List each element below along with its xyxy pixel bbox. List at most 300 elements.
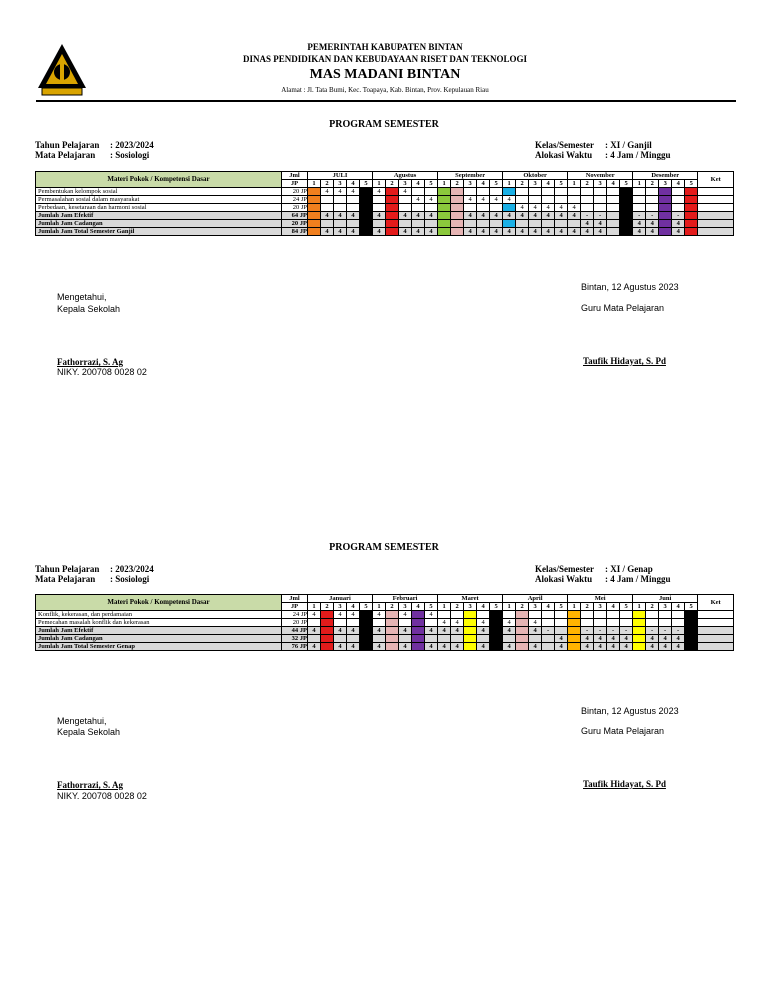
week-cell — [425, 635, 438, 643]
week-number: 2 — [321, 180, 334, 188]
week-number: 1 — [308, 180, 321, 188]
school-address: Alamat : Jl. Tata Bumi, Kec. Toapaya, Kab. Bintan, Prov. Kepulauan Riau — [281, 86, 489, 94]
alokasi-row-1 — [535, 150, 671, 160]
week-cell — [360, 643, 373, 651]
week-cell — [672, 204, 685, 212]
week-cell: 4 — [334, 228, 347, 236]
week-number: 4 — [607, 603, 620, 611]
week-cell — [516, 627, 529, 635]
jp-cell: 20 JP — [282, 188, 308, 196]
week-cell: - — [581, 212, 594, 220]
week-cell — [451, 188, 464, 196]
week-cell — [308, 212, 321, 220]
table-row — [36, 220, 734, 228]
week-cell — [607, 196, 620, 204]
week-cell — [607, 188, 620, 196]
ket-header: Ket — [698, 172, 734, 188]
week-number: 2 — [516, 603, 529, 611]
week-cell — [451, 228, 464, 236]
tahun-value: : 2023/2024 — [110, 140, 154, 150]
week-cell — [555, 220, 568, 228]
week-cell — [633, 643, 646, 651]
week-number: 5 — [360, 180, 373, 188]
week-cell: 4 — [308, 611, 321, 619]
week-cell — [685, 635, 698, 643]
week-cell — [490, 220, 503, 228]
week-cell: 4 — [438, 627, 451, 635]
week-cell: 4 — [412, 196, 425, 204]
week-cell — [659, 611, 672, 619]
week-cell — [386, 188, 399, 196]
week-cell — [373, 619, 386, 627]
week-number: 2 — [321, 603, 334, 611]
week-cell: 4 — [347, 643, 360, 651]
mapel-value: : Sosiologi — [110, 150, 150, 160]
week-cell: 4 — [490, 228, 503, 236]
week-cell: 4 — [529, 204, 542, 212]
week-cell — [360, 188, 373, 196]
school-logo — [36, 42, 88, 96]
week-cell — [633, 188, 646, 196]
week-cell — [438, 212, 451, 220]
week-cell — [659, 619, 672, 627]
mapel-row-1 — [35, 150, 149, 160]
week-cell — [581, 196, 594, 204]
kelas-label: Kelas/Semester — [535, 140, 594, 150]
week-number: 1 — [568, 180, 581, 188]
week-cell — [685, 204, 698, 212]
week-cell — [412, 188, 425, 196]
tahun-label: Tahun Pelajaran — [35, 564, 100, 574]
week-cell: 4 — [542, 212, 555, 220]
week-cell — [594, 611, 607, 619]
week-cell — [464, 643, 477, 651]
week-cell: 4 — [516, 228, 529, 236]
week-cell — [386, 204, 399, 212]
guru-label-2: Guru Mata Pelajaran — [581, 726, 665, 736]
ket-cell — [698, 619, 734, 627]
month-header: Juni — [633, 595, 698, 603]
kelas-row-1 — [535, 140, 652, 150]
week-cell — [568, 220, 581, 228]
jp-cell: 84 JP — [282, 228, 308, 236]
week-number: 3 — [334, 180, 347, 188]
week-cell — [503, 220, 516, 228]
week-cell: 4 — [477, 627, 490, 635]
week-number: 1 — [308, 603, 321, 611]
kepala-name-2: Fathorrazi, S. Ag — [57, 780, 123, 790]
week-cell: 4 — [373, 627, 386, 635]
week-cell — [464, 204, 477, 212]
week-cell: 4 — [516, 212, 529, 220]
week-cell — [555, 188, 568, 196]
week-cell — [633, 619, 646, 627]
week-cell: 4 — [529, 619, 542, 627]
week-cell: 4 — [477, 228, 490, 236]
materi-cell: Pembentukan kelompok sosial — [36, 188, 282, 196]
week-cell: 4 — [451, 627, 464, 635]
week-cell: 4 — [568, 212, 581, 220]
materi-cell: Perbedaan, kesetaraan dan harmoni sosial — [36, 204, 282, 212]
week-number: 1 — [438, 603, 451, 611]
week-cell: 4 — [321, 212, 334, 220]
sign-date-2: Bintan, 12 Agustus 2023 — [581, 706, 679, 716]
week-cell — [464, 188, 477, 196]
week-cell — [607, 611, 620, 619]
kepala-name-1: Fathorrazi, S. Ag — [57, 357, 123, 367]
week-cell — [620, 196, 633, 204]
week-cell: 4 — [542, 228, 555, 236]
week-cell: 4 — [464, 212, 477, 220]
week-cell — [425, 619, 438, 627]
school-name: MAS MADANI BINTAN — [309, 67, 461, 82]
week-cell: 4 — [373, 228, 386, 236]
week-cell — [347, 635, 360, 643]
week-cell: 4 — [633, 220, 646, 228]
week-cell — [334, 619, 347, 627]
materi-cell: Pemecahan masalah konflik dan kekerasan — [36, 619, 282, 627]
week-number: 2 — [516, 180, 529, 188]
week-cell — [464, 635, 477, 643]
week-cell — [360, 196, 373, 204]
week-number: 3 — [659, 180, 672, 188]
week-cell — [581, 619, 594, 627]
guru-label-1: Guru Mata Pelajaran — [581, 303, 665, 313]
week-cell — [308, 220, 321, 228]
week-number: 5 — [555, 180, 568, 188]
guru-name-2: Taufik Hidayat, S. Pd — [583, 779, 666, 789]
week-cell — [646, 619, 659, 627]
week-cell: 4 — [438, 643, 451, 651]
week-cell — [516, 188, 529, 196]
week-cell — [685, 643, 698, 651]
week-cell — [646, 204, 659, 212]
week-cell — [386, 627, 399, 635]
week-cell: 4 — [594, 228, 607, 236]
week-cell: 4 — [451, 643, 464, 651]
week-cell: - — [633, 212, 646, 220]
mapel-label: Mata Pelajaran — [35, 150, 96, 160]
week-cell — [685, 196, 698, 204]
month-header: Mei — [568, 595, 633, 603]
week-cell — [373, 204, 386, 212]
week-cell: 4 — [347, 228, 360, 236]
week-cell: - — [646, 212, 659, 220]
month-header: November — [568, 172, 633, 180]
week-number: 5 — [490, 180, 503, 188]
week-cell: 4 — [555, 204, 568, 212]
kepala-niky-1: NIKY. 200708 0028 02 — [57, 367, 147, 377]
table-row — [36, 635, 734, 643]
week-cell — [425, 204, 438, 212]
week-cell — [685, 627, 698, 635]
jp-cell: 76 JP — [282, 643, 308, 651]
week-cell: 4 — [659, 643, 672, 651]
week-number: 2 — [581, 180, 594, 188]
week-cell — [412, 611, 425, 619]
jp-cell: 24 JP — [282, 611, 308, 619]
mengetahui-1: Mengetahui, — [57, 292, 107, 302]
week-cell — [503, 611, 516, 619]
week-cell: 4 — [425, 196, 438, 204]
week-cell: - — [581, 627, 594, 635]
jp-cell: 64 JP — [282, 212, 308, 220]
week-cell: 4 — [672, 643, 685, 651]
week-number: 4 — [672, 603, 685, 611]
week-cell — [672, 619, 685, 627]
week-cell — [490, 627, 503, 635]
week-cell: 4 — [464, 196, 477, 204]
program-title-1: PROGRAM SEMESTER — [329, 119, 439, 130]
week-cell: 4 — [373, 188, 386, 196]
week-cell — [620, 204, 633, 212]
week-cell — [607, 228, 620, 236]
week-cell: 4 — [347, 212, 360, 220]
week-cell — [620, 228, 633, 236]
week-number: 4 — [477, 603, 490, 611]
week-cell — [490, 611, 503, 619]
week-cell: - — [594, 627, 607, 635]
week-cell — [464, 627, 477, 635]
week-cell — [438, 635, 451, 643]
week-cell — [633, 196, 646, 204]
tahun-row-2 — [35, 564, 154, 574]
week-cell: 4 — [399, 627, 412, 635]
week-cell — [555, 196, 568, 204]
jml-header: Jml — [282, 172, 308, 180]
week-cell — [594, 188, 607, 196]
week-cell: 4 — [594, 220, 607, 228]
week-cell: 4 — [477, 643, 490, 651]
week-cell: 4 — [347, 611, 360, 619]
week-cell — [568, 627, 581, 635]
month-header: Januari — [308, 595, 373, 603]
week-cell — [386, 643, 399, 651]
jp-header: JP — [282, 180, 308, 188]
week-cell — [542, 635, 555, 643]
week-cell — [685, 611, 698, 619]
materi-cell: Jumlah Jam Total Semester Genap — [36, 643, 282, 651]
week-cell — [438, 196, 451, 204]
week-cell — [399, 619, 412, 627]
week-number: 2 — [386, 180, 399, 188]
week-cell — [685, 220, 698, 228]
week-cell — [659, 212, 672, 220]
week-cell — [620, 611, 633, 619]
week-cell — [321, 204, 334, 212]
week-cell: 4 — [529, 643, 542, 651]
week-cell: 4 — [529, 212, 542, 220]
week-number: 3 — [529, 180, 542, 188]
ket-cell — [698, 627, 734, 635]
week-cell — [412, 627, 425, 635]
week-cell: 4 — [646, 643, 659, 651]
week-cell — [321, 635, 334, 643]
week-number: 3 — [399, 603, 412, 611]
week-cell — [581, 611, 594, 619]
week-cell: 4 — [477, 619, 490, 627]
week-cell — [438, 611, 451, 619]
week-cell — [360, 635, 373, 643]
week-number: 5 — [620, 180, 633, 188]
week-number: 5 — [360, 603, 373, 611]
week-cell: 4 — [529, 228, 542, 236]
week-cell — [412, 220, 425, 228]
materi-header: Materi Pokok / Kompetensi Dasar — [36, 172, 282, 188]
week-cell: 4 — [477, 196, 490, 204]
week-cell — [568, 635, 581, 643]
week-cell — [516, 611, 529, 619]
week-cell — [477, 188, 490, 196]
week-cell — [438, 220, 451, 228]
week-cell: 4 — [607, 643, 620, 651]
month-header: JULI — [308, 172, 373, 180]
week-cell: 4 — [672, 228, 685, 236]
week-cell — [516, 635, 529, 643]
week-cell — [516, 643, 529, 651]
alokasi-value: : 4 Jam / Minggu — [605, 150, 671, 160]
week-cell — [568, 196, 581, 204]
week-number: 3 — [529, 603, 542, 611]
mapel-row-2 — [35, 574, 149, 584]
week-number: 3 — [399, 180, 412, 188]
week-number: 4 — [607, 180, 620, 188]
week-cell: 4 — [334, 188, 347, 196]
week-cell: 4 — [464, 228, 477, 236]
week-cell: - — [672, 212, 685, 220]
week-cell: 4 — [620, 643, 633, 651]
week-cell — [516, 196, 529, 204]
week-cell: 4 — [672, 635, 685, 643]
week-number: 2 — [646, 180, 659, 188]
week-number: 4 — [542, 603, 555, 611]
week-cell — [620, 619, 633, 627]
month-header: Maret — [438, 595, 503, 603]
week-cell — [347, 220, 360, 228]
week-cell — [308, 188, 321, 196]
week-cell — [399, 220, 412, 228]
week-cell — [542, 619, 555, 627]
week-cell — [529, 220, 542, 228]
week-cell: 4 — [503, 627, 516, 635]
alokasi-row-2 — [535, 574, 671, 584]
week-cell: 4 — [308, 643, 321, 651]
table-row — [36, 627, 734, 635]
week-cell — [308, 635, 321, 643]
week-cell — [386, 220, 399, 228]
week-cell — [659, 204, 672, 212]
week-cell — [451, 212, 464, 220]
week-cell — [529, 188, 542, 196]
week-cell: 4 — [568, 204, 581, 212]
week-cell: - — [542, 627, 555, 635]
week-cell — [503, 204, 516, 212]
week-cell — [386, 212, 399, 220]
week-cell: 4 — [555, 212, 568, 220]
week-cell — [568, 188, 581, 196]
week-number: 5 — [620, 603, 633, 611]
week-number: 4 — [347, 180, 360, 188]
week-cell — [646, 188, 659, 196]
week-cell: 4 — [555, 228, 568, 236]
week-cell: 4 — [646, 220, 659, 228]
week-cell: 4 — [503, 643, 516, 651]
week-cell: 4 — [438, 619, 451, 627]
ket-cell — [698, 643, 734, 651]
week-cell — [425, 188, 438, 196]
week-cell: 4 — [399, 228, 412, 236]
week-cell — [672, 196, 685, 204]
week-cell — [308, 196, 321, 204]
week-cell — [594, 204, 607, 212]
week-number: 2 — [581, 603, 594, 611]
materi-cell: Konflik, kekerasan, dan perdamaian — [36, 611, 282, 619]
kepala-label-2: Kepala Sekolah — [57, 727, 121, 737]
week-number: 4 — [412, 603, 425, 611]
week-number: 4 — [477, 180, 490, 188]
week-cell — [451, 220, 464, 228]
sign-date-1: Bintan, 12 Agustus 2023 — [581, 282, 679, 292]
week-cell — [308, 204, 321, 212]
week-number: 2 — [386, 603, 399, 611]
week-number: 3 — [334, 603, 347, 611]
week-cell — [451, 635, 464, 643]
week-cell — [685, 188, 698, 196]
week-cell — [542, 188, 555, 196]
week-cell — [334, 635, 347, 643]
week-cell: 4 — [581, 643, 594, 651]
week-cell — [685, 228, 698, 236]
week-cell — [373, 196, 386, 204]
week-cell: 4 — [412, 212, 425, 220]
week-cell: 4 — [334, 212, 347, 220]
week-cell: 4 — [373, 643, 386, 651]
week-cell — [438, 188, 451, 196]
week-cell — [555, 627, 568, 635]
week-cell: 4 — [399, 643, 412, 651]
week-cell: 4 — [425, 611, 438, 619]
materi-cell: Jumlah Jam Efektif — [36, 212, 282, 220]
week-number: 2 — [451, 603, 464, 611]
week-cell — [321, 196, 334, 204]
week-cell — [373, 220, 386, 228]
week-cell: 4 — [659, 635, 672, 643]
week-cell — [412, 635, 425, 643]
jp-cell: 44 JP — [282, 627, 308, 635]
week-cell — [360, 627, 373, 635]
week-number: 1 — [568, 603, 581, 611]
week-cell: - — [620, 627, 633, 635]
week-cell: 4 — [321, 228, 334, 236]
week-cell: 4 — [568, 228, 581, 236]
week-cell — [516, 220, 529, 228]
jp-header: JP — [282, 603, 308, 611]
week-cell — [347, 619, 360, 627]
week-cell — [659, 196, 672, 204]
week-cell: 4 — [425, 627, 438, 635]
week-cell: 4 — [542, 204, 555, 212]
week-cell — [685, 619, 698, 627]
kelas-label: Kelas/Semester — [535, 564, 594, 574]
week-cell — [347, 204, 360, 212]
week-cell — [633, 627, 646, 635]
week-number: 2 — [451, 180, 464, 188]
month-header: Oktober — [503, 172, 568, 180]
week-cell — [347, 196, 360, 204]
week-cell — [607, 204, 620, 212]
week-number: 5 — [685, 603, 698, 611]
week-cell: 4 — [477, 212, 490, 220]
